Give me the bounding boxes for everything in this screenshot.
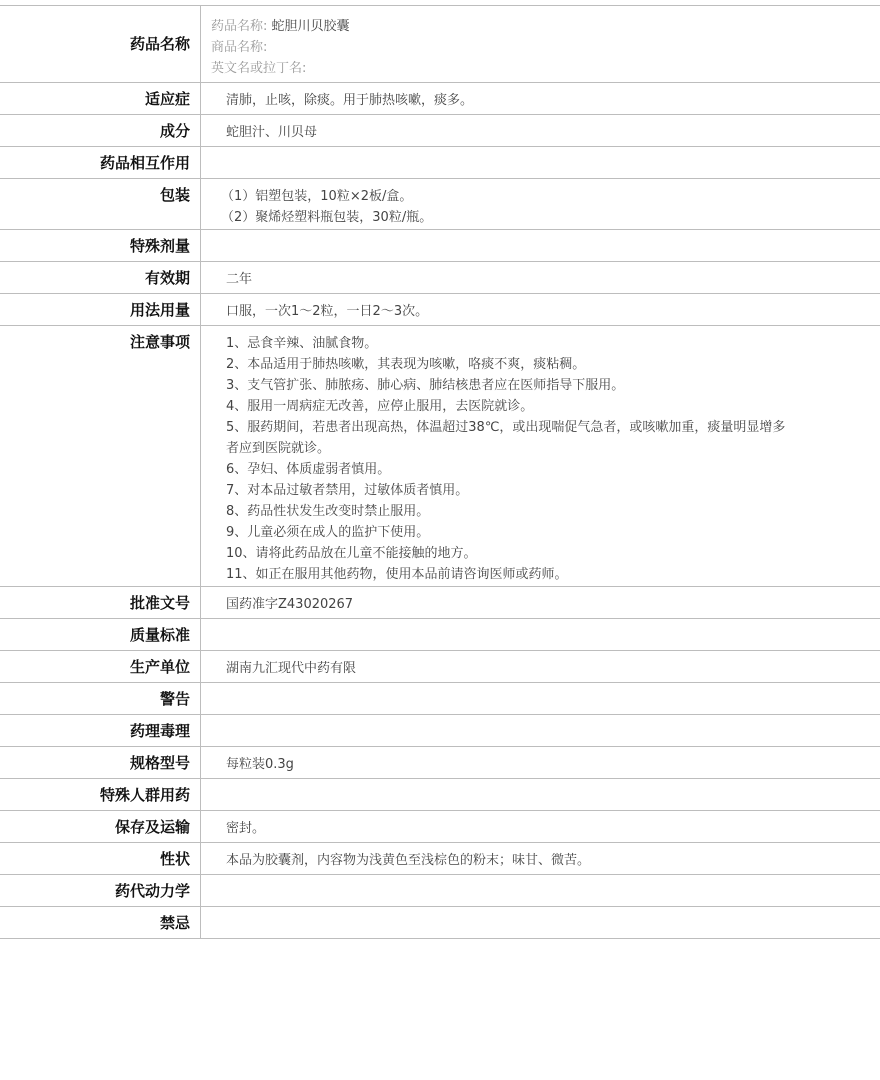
- value-warning: [201, 683, 880, 715]
- label-quality-standard: 质量标准: [0, 619, 201, 651]
- label-description: 性状: [0, 843, 201, 875]
- label-contraindications: 禁忌: [0, 907, 201, 939]
- label-ingredients: 成分: [0, 115, 201, 147]
- row-drug-name: [0, 6, 880, 83]
- value-usage-dosage: 口服，一次1～2粒，一日2～3次。: [201, 294, 880, 326]
- label-drug-name: 药品名称: [0, 6, 201, 83]
- row-specification: [0, 747, 880, 779]
- label-warning: 警告: [0, 683, 201, 715]
- row-shelf-life: [0, 262, 880, 294]
- label-shelf-life: 有效期: [0, 262, 201, 294]
- precaution-item: 3、支气管扩张、肺脓疡、肺心病、肺结核患者应在医师指导下服用。: [226, 378, 625, 393]
- label-interactions: 药品相互作用: [0, 147, 201, 179]
- label-precautions: 注意事项: [0, 326, 201, 587]
- row-pharmacology-toxicology: [0, 715, 880, 747]
- row-warning: [0, 683, 880, 715]
- label-special-dosage: 特殊剂量: [0, 230, 201, 262]
- precaution-item: 9、儿童必须在成人的监护下使用。: [226, 525, 430, 540]
- generic-name-value: 蛇胆川贝胶囊: [271, 19, 350, 34]
- value-ingredients: 蛇胆汁、川贝母: [201, 115, 880, 147]
- label-special-populations: 特殊人群用药: [0, 779, 201, 811]
- row-ingredients: [0, 115, 880, 147]
- value-manufacturer: 湖南九汇现代中药有限: [201, 651, 880, 683]
- value-special-populations: [201, 779, 880, 811]
- value-description: 本品为胶囊剂，内容物为浅黄色至浅棕色的粉末；味甘、微苦。: [201, 843, 880, 875]
- drug-name-cell: [201, 6, 880, 83]
- row-packaging: [0, 179, 880, 230]
- value-specification: 每粒装0.3g: [201, 747, 880, 779]
- value-quality-standard: [201, 619, 880, 651]
- label-indications: 适应症: [0, 83, 201, 115]
- value-shelf-life: 二年: [201, 262, 880, 294]
- label-specification: 规格型号: [0, 747, 201, 779]
- label-packaging: 包装: [0, 179, 201, 230]
- label-approval-number: 批准文号: [0, 587, 201, 619]
- value-packaging: [201, 179, 880, 230]
- value-pharmacology-toxicology: [201, 715, 880, 747]
- label-pharmacology-toxicology: 药理毒理: [0, 715, 201, 747]
- row-contraindications: [0, 907, 880, 939]
- precaution-item: 11、如正在服用其他药物，使用本品前请咨询医师或药师。: [226, 567, 568, 582]
- value-pharmacokinetics: [201, 875, 880, 907]
- label-pharmacokinetics: 药代动力学: [0, 875, 201, 907]
- precaution-item: 5、服药期间，若患者出现高热，体温超过38℃，或出现喘促气急者，或咳嗽加重，痰量明显增多者应到医院就诊。: [226, 420, 786, 456]
- precaution-item: 8、药品性状发生改变时禁止服用。: [226, 504, 430, 519]
- generic-name-line: [211, 16, 880, 37]
- row-approval-number: [0, 587, 880, 619]
- english-name-label: 英文名或拉丁名:: [211, 61, 307, 76]
- generic-name-label: 药品名称:: [211, 19, 268, 34]
- label-manufacturer: 生产单位: [0, 651, 201, 683]
- precaution-item: 10、请将此药品放在儿童不能接触的地方。: [226, 546, 477, 561]
- row-indications: [0, 83, 880, 115]
- row-precautions: [0, 326, 880, 587]
- precaution-item: 6、孕妇、体质虚弱者慎用。: [226, 462, 391, 477]
- value-precautions: [201, 326, 880, 587]
- label-usage-dosage: 用法用量: [0, 294, 201, 326]
- row-quality-standard: [0, 619, 880, 651]
- value-interactions: [201, 147, 880, 179]
- drug-info-table: [0, 5, 880, 939]
- row-storage-transport: [0, 811, 880, 843]
- value-contraindications: [201, 907, 880, 939]
- value-special-dosage: [201, 230, 880, 262]
- value-indications: 清肺，止咳，除痰。用于肺热咳嗽，痰多。: [201, 83, 880, 115]
- precaution-item: 2、本品适用于肺热咳嗽，其表现为咳嗽，咯痰不爽，痰粘稠。: [226, 357, 586, 372]
- row-usage-dosage: [0, 294, 880, 326]
- precaution-item: 7、对本品过敏者禁用，过敏体质者慎用。: [226, 483, 469, 498]
- packaging-line: （1）铝塑包装，10粒×2板/盒。: [221, 189, 413, 204]
- row-interactions: [0, 147, 880, 179]
- row-special-populations: [0, 779, 880, 811]
- value-approval-number: 国药准字Z43020267: [201, 587, 880, 619]
- row-special-dosage: [0, 230, 880, 262]
- label-storage-transport: 保存及运输: [0, 811, 201, 843]
- precaution-item: 4、服用一周病症无改善，应停止服用，去医院就诊。: [226, 399, 534, 414]
- drug-info-sheet: [0, 5, 880, 939]
- row-pharmacokinetics: [0, 875, 880, 907]
- trade-name-label: 商品名称:: [211, 40, 268, 55]
- value-storage-transport: 密封。: [201, 811, 880, 843]
- precaution-item: 1、忌食辛辣、油腻食物。: [226, 336, 378, 351]
- packaging-line: （2）聚烯烃塑料瓶包装，30粒/瓶。: [221, 210, 433, 225]
- row-manufacturer: [0, 651, 880, 683]
- row-description: [0, 843, 880, 875]
